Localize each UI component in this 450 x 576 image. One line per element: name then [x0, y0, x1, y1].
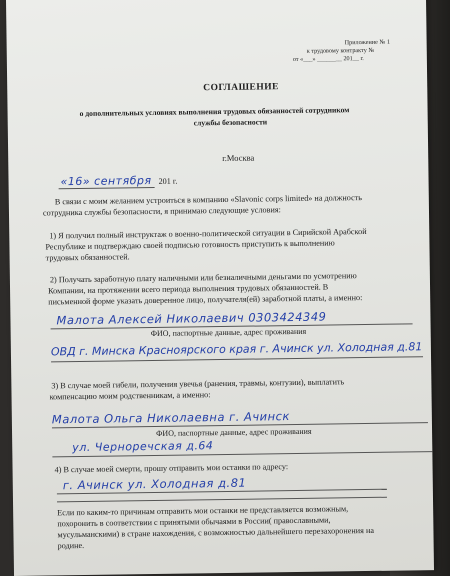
clause3-line-2: компенсацию моим родственникам, а именно: [49, 390, 211, 402]
intro-line-2: сотрудника службы безопасности, я принимаю следующие условия: [42, 205, 281, 218]
clause3-line-1: 3) В случае моей гибели, получения увечья (ранения, травмы, контузии), выплатить [51, 377, 345, 391]
closing-line-2: похоронить в соответствии с принятыми обычаями в России( православными, [57, 515, 331, 529]
document-subtitle-line1: о дополнительных условиях выполнения трудовых обязанностей сотрудником [79, 105, 350, 118]
clause1-line-3: трудовых обязанностей. [45, 252, 130, 263]
document-title: СОГЛАШЕНИЕ [203, 82, 280, 94]
intro-line-1: В связи с моим желанием устроиться в компанию «Slavonic corps limited» на должность [54, 193, 363, 207]
closing-line-3: мусульманскими) в стране нахождения, с возможностью дальнейшего перезахоронения на [57, 525, 375, 540]
document-page [6, 0, 434, 576]
relatives-handwritten: Малота Ольга Николаевна г. Ачинск [51, 409, 290, 427]
trustee-address-handwritten: ОВД г. Минска Красноярского края г. Ачинск ул. Холодная д.81 [50, 340, 423, 359]
appendix-label: Приложение № 1 [344, 38, 390, 47]
handwritten-date: «16» сентября [60, 173, 152, 189]
trustee-caption: ФИО, паспортные данные, адрес проживания [150, 326, 307, 339]
relatives-address-handwritten: ул. Черноречская д.64 [72, 439, 214, 455]
date-underline [59, 187, 155, 189]
clause1-line-2: Республике и подтверждаю своей подписью готовность приступить к выполнению [45, 238, 335, 252]
city-label: г.Москва [222, 152, 255, 163]
remains-address-underline-2 [57, 497, 387, 503]
contract-reference: к трудовому контракту № [306, 46, 375, 55]
trustee-handwritten: Малота Алексей Николаевич 0303424349 [56, 309, 327, 328]
closing-line-1: Если по каким-то причинам отправить мои останки не представляется возможным, [57, 504, 349, 518]
relatives-caption: ФИО, паспортные данные, адрес проживания [156, 426, 312, 438]
closing-line-4: родине. [57, 540, 85, 551]
document-subtitle-line2: службы безопасности [193, 117, 268, 128]
contract-date-line: от «___» ________ 201__ г. [292, 55, 364, 64]
clause2-line-1: 2) Получать заработную плату наличными или безналичными деньгами по усмотрению [49, 271, 357, 285]
date-year: 201 г. [158, 176, 178, 186]
clause1-line-1: 1) Я получил полный инструктаж о военно-политической ситуации в Сирийской Арабской [49, 226, 367, 241]
clause2-line-3: письменной форме указать доверенное лицо, получателя(ей) заработной платы, а именно: [48, 293, 363, 307]
clause2-line-2: Компании, на протяжении всего периода выполнения трудовых обязанностей. В [48, 282, 329, 296]
clause4-text: 4) В случае моей смерти, прошу отправить мои останки по адресу: [54, 462, 289, 475]
remains-address-handwritten: г. Ачинск ул. Холодная д.81 [62, 475, 247, 493]
